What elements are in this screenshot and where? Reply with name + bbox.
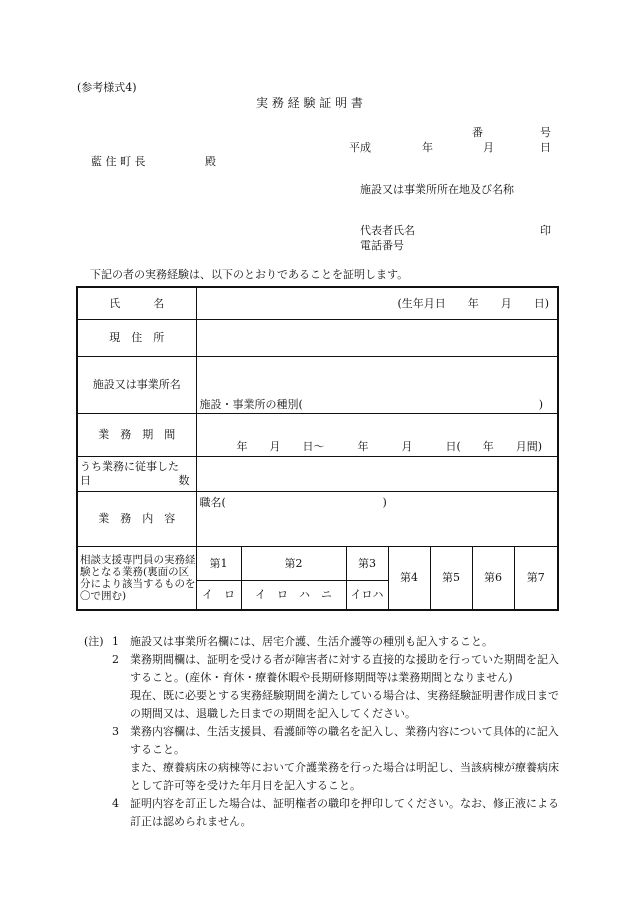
category-label: 相談支援専門員の実務経験となる業務(裏面の区分により該当するものを〇で囲む) [77, 546, 196, 610]
row-category-top [77, 546, 558, 580]
year-label: 年 [422, 141, 433, 154]
form-reference: (参考様式4) [77, 81, 137, 94]
month-label: 月 [483, 141, 494, 154]
facility-type-close: ) [538, 397, 544, 411]
note-2-text-continued: 現在、既に必要とする実務経験期間を満たしている場合は、実務経験証明書作成日までの期間又は、退職した日までの期間を記入してください。 [130, 689, 559, 720]
facility-label: 施設又は事業所名 [77, 356, 196, 413]
phone-label: 電話番号 [360, 239, 404, 252]
period-field[interactable] [196, 413, 558, 456]
note-2 [84, 651, 564, 723]
category-7[interactable]: 第7 [514, 546, 558, 610]
notes-mark: (注) [84, 635, 104, 648]
row-name [77, 287, 558, 319]
facility-field[interactable] [196, 356, 558, 413]
certification-statement: 下記の者の実務経験は、以下のとおりであることを証明します。 [90, 268, 409, 281]
row-address [77, 319, 558, 356]
days-label-line1: うち業務に従事した [80, 459, 179, 473]
days-label-line2a: 日 [80, 473, 91, 487]
number-label: 番 [472, 126, 483, 139]
category-2-sub[interactable]: イ ロ ハ ニ [241, 580, 346, 610]
note-1-number: 1 [112, 635, 119, 648]
address-field[interactable] [196, 319, 558, 356]
category-3[interactable]: 第3 [346, 546, 388, 580]
duty-label: 業 務 内 容 [77, 491, 196, 546]
days-label-line2b: 数 [178, 473, 190, 487]
facility-address-label: 施設又は事業所所在地及び名称 [360, 183, 514, 196]
category-1[interactable]: 第1 [196, 546, 241, 580]
category-6[interactable]: 第6 [472, 546, 514, 610]
name-label: 氏 名 [77, 287, 196, 319]
document-title: 実 務 経 験 証 明 書 [256, 96, 363, 110]
note-4-text: 証明内容を訂正した場合は、証明権者の職印を押印してください。なお、修正液による訂正は認められません。 [130, 797, 559, 828]
row-duty [77, 491, 558, 546]
note-3-text: 業務内容欄は、生活支援員、看護師等の職名を記入し、業務内容について具体的に記入すること。 [130, 725, 559, 756]
note-3 [84, 723, 564, 795]
category-2[interactable]: 第2 [241, 546, 346, 580]
name-field[interactable] [196, 287, 558, 319]
period-text: 年 月 日〜 年 月 日( 年 月間) [236, 439, 543, 453]
seal-mark: 印 [540, 224, 551, 237]
job-title-label: 職名( [199, 495, 226, 509]
era-label: 平成 [349, 141, 371, 154]
note-2-number: 2 [112, 653, 119, 666]
note-3-number: 3 [112, 725, 119, 738]
category-3-sub[interactable]: イロハ [346, 580, 388, 610]
facility-type-label: 施設・事業所の種別( [199, 397, 303, 411]
note-3-text-continued: また、療養病床の病棟等において介護業務を行った場合は明記し、当該病棟が療養病床として許可等を受けた年月日を記入すること。 [130, 761, 559, 792]
number-suffix: 号 [540, 126, 551, 139]
honorific: 殿 [205, 155, 216, 168]
note-4 [84, 795, 564, 831]
row-period [77, 413, 558, 456]
notes-section [84, 633, 564, 831]
period-label: 業 務 期 間 [77, 413, 196, 456]
note-1-text: 施設又は事業所名欄には、居宅介護、生活介護等の種別も記入すること。 [130, 635, 493, 648]
days-label [77, 456, 196, 491]
row-facility [77, 356, 558, 413]
category-1-sub[interactable]: イ ロ [196, 580, 241, 610]
note-2-text: 業務期間欄は、証明を受ける者が障害者に対する直接的な援助を行っていた期間を記入すること。(産休・育休・療養休暇や長期研修期間等は業務期間となりません) [130, 653, 559, 684]
note-4-number: 4 [112, 797, 119, 810]
duty-field[interactable] [196, 491, 558, 546]
experience-form-table [76, 286, 559, 611]
row-days [77, 456, 558, 491]
representative-label: 代表者氏名 [360, 224, 415, 237]
category-4[interactable]: 第4 [388, 546, 430, 610]
day-label: 日 [540, 141, 551, 154]
note-1 [84, 633, 564, 651]
category-5[interactable]: 第5 [430, 546, 472, 610]
address-label: 現 住 所 [77, 319, 196, 356]
job-title-close: ) [382, 495, 387, 509]
birthdate-label: (生年月日 年 月 日) [397, 297, 550, 310]
days-field[interactable] [196, 456, 558, 491]
addressee: 藍 住 町 長 [91, 155, 146, 168]
